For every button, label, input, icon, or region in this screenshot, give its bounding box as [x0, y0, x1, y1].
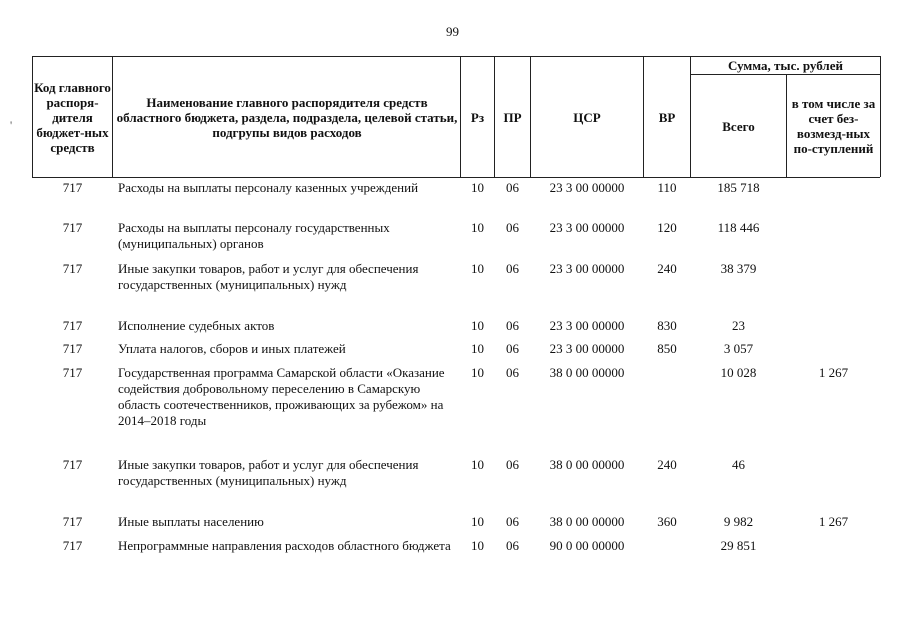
- header-csr: ЦСР: [573, 109, 601, 125]
- header-pr: ПР: [503, 109, 522, 125]
- row-total: 185 718: [717, 180, 760, 195]
- row-rz: 10: [471, 365, 484, 380]
- row-total: 38 379: [720, 261, 757, 276]
- row-code: 717: [62, 220, 83, 235]
- row-pr: 06: [506, 341, 519, 356]
- row-name: Уплата налогов, сборов и иных платежей: [118, 341, 346, 356]
- row-total: 9 982: [723, 514, 754, 529]
- row-total: 23: [732, 318, 745, 333]
- row-name: Расходы на выплаты персоналу государственных (муниципальных) органов: [118, 220, 390, 251]
- row-code: 717: [62, 538, 83, 553]
- row-csr: 23 3 00 00000: [549, 180, 625, 195]
- row-total: 3 057: [723, 341, 754, 356]
- row-pr: 06: [506, 365, 519, 380]
- row-pr: 06: [506, 220, 519, 235]
- row-name: Иные закупки товаров, работ и услуг для обеспечения государственных (муниципальных) нужд: [118, 261, 419, 292]
- row-name: Непрограммные направления расходов областного бюджета: [118, 538, 451, 553]
- row-pr: 06: [506, 261, 519, 276]
- row-csr: 23 3 00 00000: [549, 220, 625, 235]
- row-pr: 06: [506, 514, 519, 529]
- row-total: 46: [732, 457, 745, 472]
- header-vr: ВР: [658, 109, 676, 125]
- row-rz: 10: [471, 538, 484, 553]
- scan-mark: ': [10, 118, 13, 132]
- row-name: Исполнение судебных актов: [118, 318, 275, 333]
- row-csr: 38 0 00 00000: [549, 457, 625, 472]
- table-right-border: [880, 56, 881, 177]
- row-code: 717: [62, 365, 83, 380]
- row-code: 717: [62, 514, 83, 529]
- row-pr: 06: [506, 318, 519, 333]
- row-code: 717: [62, 318, 83, 333]
- row-vr: 240: [657, 261, 677, 276]
- row-rz: 10: [471, 341, 484, 356]
- row-code: 717: [62, 457, 83, 472]
- header-sum-group: Сумма, тыс. рублей: [728, 58, 843, 73]
- row-csr: 23 3 00 00000: [549, 261, 625, 276]
- row-name: Расходы на выплаты персоналу казенных учреждений: [118, 180, 419, 195]
- header-incl: в том числе за счет без-возмезд-ных по-ступлений: [791, 96, 876, 156]
- row-code: 717: [62, 261, 83, 276]
- row-pr: 06: [506, 457, 519, 472]
- row-incl: 1 267: [818, 514, 849, 529]
- row-vr: 850: [657, 341, 677, 356]
- row-total: 118 446: [717, 220, 760, 235]
- header-name: Наименование главного распорядителя средств областного бюджета, раздела, подраздела, целевой статьи, подгрупы видов расходов: [116, 94, 458, 140]
- row-vr: 240: [657, 457, 677, 472]
- page-number: 99: [446, 24, 459, 39]
- row-vr: 830: [657, 318, 677, 333]
- header-code: Код главного распоря-дителя бюджет-ных средств: [34, 79, 111, 155]
- row-name: Иные закупки товаров, работ и услуг для обеспечения государственных (муниципальных) нужд: [118, 457, 419, 488]
- column-divider: [112, 56, 113, 177]
- row-vr: 110: [657, 180, 677, 195]
- row-rz: 10: [471, 457, 484, 472]
- row-name: Иные выплаты населению: [118, 514, 264, 529]
- row-name: Государственная программа Самарской области «Оказание содействия добровольному переселению в Самарскую область соотечественников, проживающих за рубежом» на 2014–2018 годы: [118, 365, 445, 428]
- row-csr: 90 0 00 00000: [549, 538, 625, 553]
- row-rz: 10: [471, 318, 484, 333]
- row-rz: 10: [471, 261, 484, 276]
- row-rz: 10: [471, 514, 484, 529]
- row-vr: 120: [657, 220, 677, 235]
- row-rz: 10: [471, 180, 484, 195]
- row-code: 717: [62, 341, 83, 356]
- row-csr: 38 0 00 00000: [549, 365, 625, 380]
- row-vr: 360: [657, 514, 677, 529]
- header-total: Всего: [722, 118, 755, 134]
- row-rz: 10: [471, 220, 484, 235]
- row-incl: 1 267: [818, 365, 849, 380]
- row-code: 717: [62, 180, 83, 195]
- row-csr: 23 3 00 00000: [549, 341, 625, 356]
- header-rz: Рз: [470, 109, 485, 125]
- header-bottom-border: [32, 177, 880, 178]
- row-total: 10 028: [720, 365, 757, 380]
- row-csr: 23 3 00 00000: [549, 318, 625, 333]
- row-csr: 38 0 00 00000: [549, 514, 625, 529]
- row-total: 29 851: [720, 538, 757, 553]
- row-pr: 06: [506, 538, 519, 553]
- row-pr: 06: [506, 180, 519, 195]
